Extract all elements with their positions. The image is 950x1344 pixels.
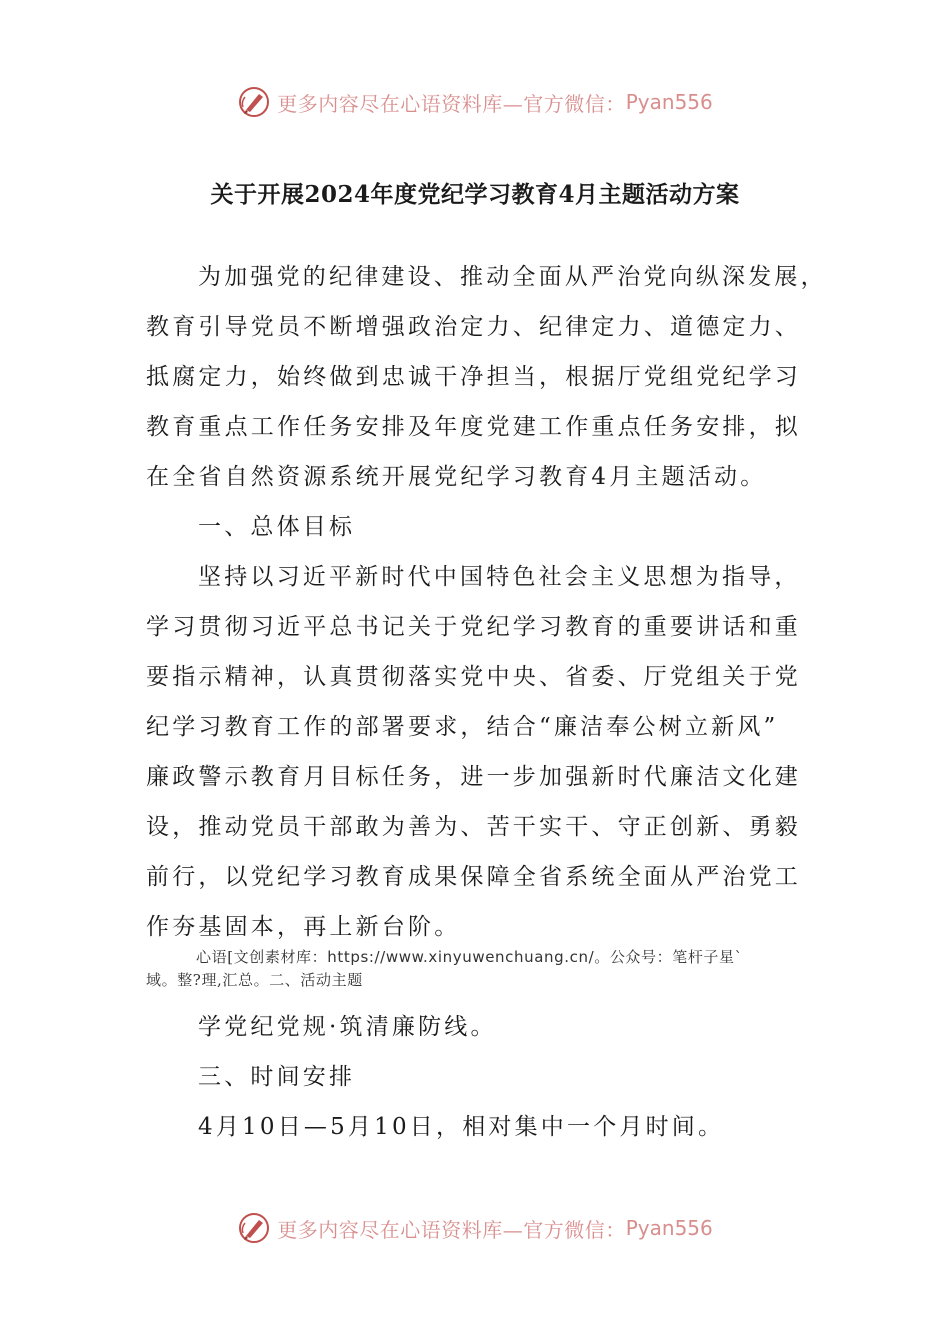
section3-heading: 三、时间安排 bbox=[198, 1064, 356, 1090]
intro-line: 教育重点工作任务安排及年度党建工作重点任务安排，拟 bbox=[146, 414, 801, 440]
source-note-prefix: 心语[文创素材库： bbox=[196, 948, 328, 966]
header-watermark-wechat: Pyan556 bbox=[625, 90, 713, 114]
section3-body: 4月10日—5月10日，相对集中一个月时间。 bbox=[198, 1114, 725, 1140]
section1-heading: 一、总体目标 bbox=[198, 514, 356, 540]
intro-line: 教育引导党员不断增强政治定力、纪律定力、道德定力、 bbox=[146, 314, 801, 340]
section1-line: 前行，以党纪学习教育成果保障全省系统全面从严治党工 bbox=[146, 864, 801, 890]
source-note-line2: 域。整?理,汇总。二、活动主题 bbox=[146, 971, 363, 989]
pen-logo-icon bbox=[237, 85, 271, 119]
footer-watermark-banner bbox=[0, 1208, 950, 1248]
section1-line: 学习贯彻习近平总书记关于党纪学习教育的重要讲话和重 bbox=[146, 614, 801, 640]
intro-line: 抵腐定力，始终做到忠诚干净担当，根据厅党组党纪学习 bbox=[146, 364, 801, 390]
document-title: 关于开展2024年度党纪学习教育4月主题活动方案 bbox=[210, 181, 740, 208]
footer-watermark-wechat: Pyan556 bbox=[625, 1216, 713, 1240]
section1-line: 要指示精神，认真贯彻落实党中央、省委、厅党组关于党 bbox=[146, 664, 801, 690]
section1-line: 设，推动党员干部敢为善为、苦干实干、守正创新、勇毅 bbox=[146, 814, 801, 840]
source-note-suffix: 。公众号：笔杆子星` bbox=[594, 948, 743, 966]
section2-body: 学党纪党规·筑清廉防线。 bbox=[198, 1014, 497, 1040]
section1-line: 纪学习教育工作的部署要求，结合“廉洁奉公树立新风” bbox=[146, 714, 779, 740]
source-note-line1 bbox=[196, 946, 743, 967]
header-watermark-text: 更多内容尽在心语资料库—官方微信： bbox=[277, 91, 626, 116]
section1-line: 坚持以习近平新时代中国特色社会主义思想为指导， bbox=[198, 564, 801, 590]
intro-line: 为加强党的纪律建设、推动全面从严治党向纵深发展， bbox=[198, 264, 827, 290]
pen-logo-icon bbox=[237, 1211, 271, 1245]
intro-line: 在全省自然资源系统开展党纪学习教育4月主题活动。 bbox=[146, 464, 767, 490]
footer-watermark-text: 更多内容尽在心语资料库—官方微信： bbox=[277, 1217, 626, 1242]
section1-line: 廉政警示教育月目标任务，进一步加强新时代廉洁文化建 bbox=[146, 764, 801, 790]
section1-line: 作夯基固本，再上新台阶。 bbox=[146, 914, 461, 940]
header-watermark-banner bbox=[0, 82, 950, 122]
source-note-url: https://www.xinyuwenchuang.cn/ bbox=[327, 948, 595, 966]
